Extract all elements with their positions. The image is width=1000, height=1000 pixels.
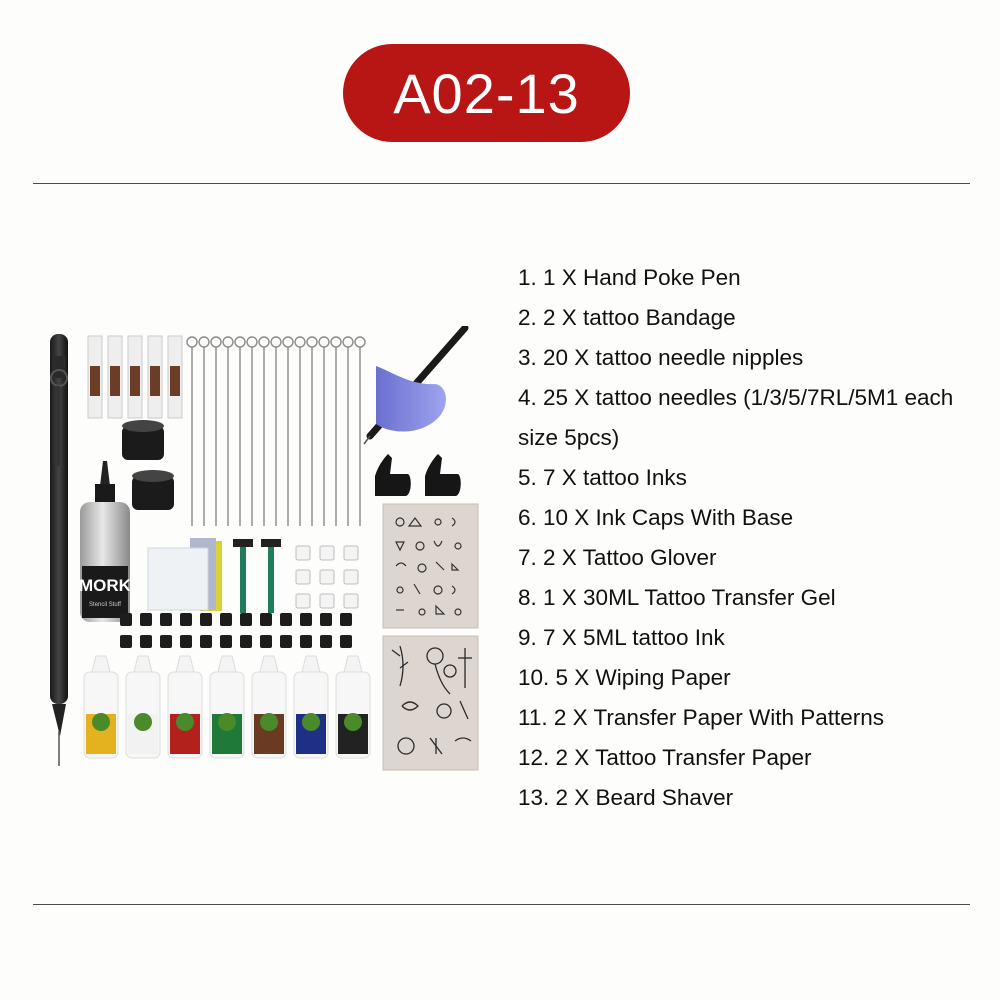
gloved-hand-with-pen xyxy=(364,328,465,444)
tattoo-bandages xyxy=(122,420,174,510)
tattoo-needles xyxy=(187,337,365,526)
beard-shavers xyxy=(233,539,281,613)
transfer-gel-bottle xyxy=(79,461,132,622)
gel-sub-label: Stencil Stuff xyxy=(89,602,121,608)
list-item: 5. 7 X tattoo Inks xyxy=(518,465,687,490)
gel-brand-label: MORK xyxy=(79,576,131,595)
wiping-paper xyxy=(148,538,222,611)
list-item: 6. 10 X Ink Caps With Base xyxy=(518,505,794,530)
ink-cap-bases xyxy=(296,546,358,608)
list-item: 13. 2 X Beard Shaver xyxy=(518,785,734,810)
list-item: 9. 7 X 5ML tattoo Ink xyxy=(518,625,725,650)
model-code-badge xyxy=(343,44,630,142)
top-divider xyxy=(33,183,970,184)
black-gloves xyxy=(375,454,461,496)
product-kit-image xyxy=(40,326,510,776)
transfer-paper-patterns xyxy=(383,504,478,770)
contents-list xyxy=(518,258,958,818)
list-item: 8. 1 X 30ML Tattoo Transfer Gel xyxy=(518,585,836,610)
list-item: 3. 20 X tattoo needle nipples xyxy=(518,345,804,370)
hand-poke-pen xyxy=(50,334,68,766)
model-code-text: A02-13 xyxy=(393,61,580,125)
ink-bottles xyxy=(84,656,370,758)
bottom-divider xyxy=(33,904,970,905)
list-item: 2. 2 X tattoo Bandage xyxy=(518,305,736,330)
needle-packets xyxy=(88,336,182,418)
list-item: 4. 25 X tattoo needles (1/3/5/7RL/5M1 each size 5pcs) xyxy=(518,385,954,450)
list-item: 12. 2 X Tattoo Transfer Paper xyxy=(518,745,812,770)
list-item: 1. 1 X Hand Poke Pen xyxy=(518,265,741,290)
list-item: 10. 5 X Wiping Paper xyxy=(518,665,731,690)
list-item: 11. 2 X Transfer Paper With Patterns xyxy=(518,705,884,730)
list-item: 7. 2 X Tattoo Glover xyxy=(518,545,717,570)
ink-caps xyxy=(120,613,352,648)
